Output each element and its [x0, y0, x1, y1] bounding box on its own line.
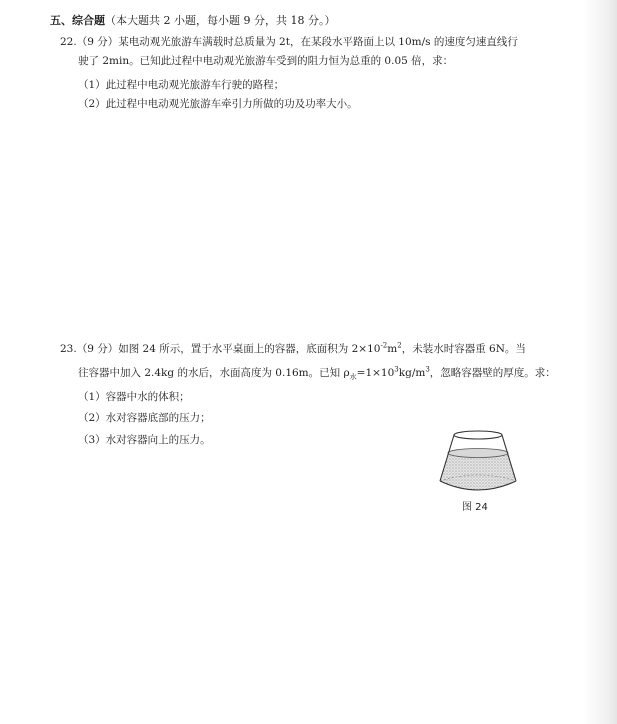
- q23-line1-text-b: m: [387, 343, 398, 355]
- q23-exponent-2: 2: [397, 341, 402, 350]
- q23-line2-text-a: 往容器中加入 2.4kg 的水后，水面高度为 0.16m。已知 ρ: [78, 367, 350, 379]
- question-23-subquestion-1: （1）容器中水的体积；: [78, 391, 190, 403]
- q23-exponent-4: 3: [425, 365, 430, 374]
- q23-line2-text-d: ，忽略容器壁的厚度。求：: [429, 367, 556, 379]
- scan-edge-shadow: [583, 0, 617, 724]
- q23-line2-text-b: =1×10: [356, 367, 395, 379]
- question-22-subquestion-1: （1）此过程中电动观光旅游车行驶的路程；: [78, 79, 285, 91]
- section-title: [50, 14, 335, 28]
- q23-exponent-3: 3: [394, 365, 399, 374]
- question-23-line-2: [78, 366, 556, 380]
- question-23-subquestion-2: （2）水对容器底部的压力；: [78, 412, 211, 424]
- question-22-line-1: 22.（9 分）某电动观光旅游车满载时总质量为 2t，在某段水平路面上以 10m/s 的速度匀速直线行: [60, 36, 518, 48]
- q23-line1-text-a: 23.（9 分）如图 24 所示，置于水平桌面上的容器，底面积为 2×10: [60, 343, 381, 355]
- q23-line1-text-c: ，未装水时容器重 6N。当: [401, 343, 526, 355]
- section-note: （本大题共 2 小题，每小题 9 分，共 18 分。）: [105, 14, 336, 27]
- question-22-line-2: 驶了 2min。已知此过程中电动观光旅游车受到的阻力恒为总重的 0.05 倍，求：: [78, 55, 454, 67]
- section-heading: 五、综合题: [50, 14, 105, 27]
- q23-line2-text-c: kg/m: [398, 367, 426, 379]
- q23-rho-subscript: 水: [349, 373, 357, 382]
- question-22-subquestion-2: （2）此过程中电动观光旅游车牵引力所做的功及功率大小。: [78, 98, 358, 110]
- q23-exponent-1: -2: [380, 341, 388, 350]
- question-23-subquestion-3: （3）水对容器向上的压力。: [78, 434, 211, 446]
- figure-caption: 图 24: [462, 502, 488, 513]
- question-23-line-1: [60, 342, 526, 356]
- container-figure-icon: [428, 425, 528, 493]
